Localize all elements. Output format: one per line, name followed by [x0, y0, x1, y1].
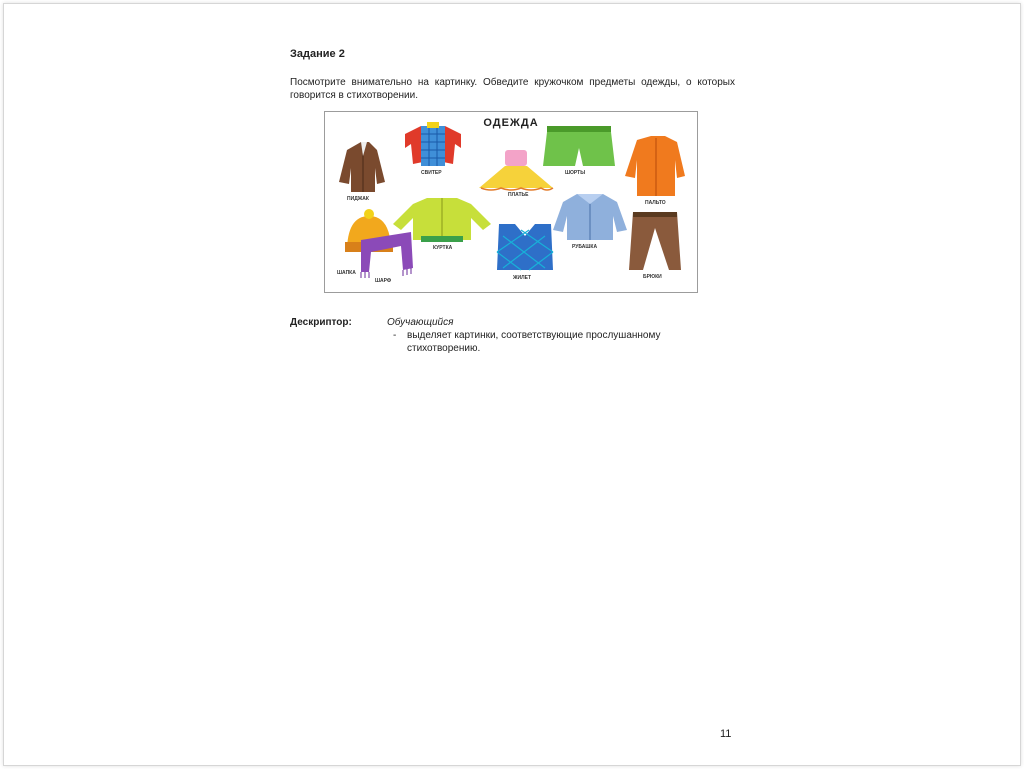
- shorts-picture: [543, 126, 615, 166]
- label-kurtka: КУРТКА: [433, 245, 453, 251]
- task-title: Задание 2: [290, 48, 345, 60]
- clothing-picture: [324, 111, 698, 293]
- descriptor-dash: -: [393, 330, 397, 341]
- vest-picture: [497, 224, 553, 270]
- descriptor-text: выделяет картинки, соответствующие прослушанному стихотворению.: [407, 330, 661, 354]
- page-number: 11: [720, 728, 732, 740]
- label-scarf: ШАРФ: [375, 278, 392, 284]
- coat-picture: [625, 136, 685, 196]
- label-dress: ПЛАТЬЕ: [508, 192, 529, 198]
- descriptor-learner: Обучающийся: [387, 317, 454, 328]
- clothing-illustration: [325, 112, 697, 292]
- dress-picture: [479, 150, 553, 190]
- label-hat: ШАПКА: [337, 270, 356, 276]
- label-trousers: БРЮКИ: [643, 274, 662, 280]
- jacket-picture: [339, 142, 385, 192]
- scarf-picture: [361, 232, 413, 278]
- label-vest: ЖИЛЕТ: [513, 275, 532, 281]
- trousers-picture: [629, 212, 681, 270]
- label-sweater: СВИТЕР: [421, 170, 442, 176]
- shirt-picture: [553, 194, 627, 240]
- label-shorts: ШОРТЫ: [565, 170, 586, 176]
- task-instruction: Посмотрите внимательно на картинку. Обведите кружочком предметы одежды, о которых говорится в стихотворении.: [290, 77, 735, 101]
- task-block: [290, 48, 735, 102]
- label-coat: ПАЛЬТО: [645, 200, 666, 206]
- label-shirt: РУБАШКА: [572, 244, 598, 250]
- label-jacket: ПИДЖАК: [347, 196, 369, 202]
- descriptor-label: Дескриптор:: [290, 317, 352, 328]
- picture-title: ОДЕЖДА: [483, 117, 539, 129]
